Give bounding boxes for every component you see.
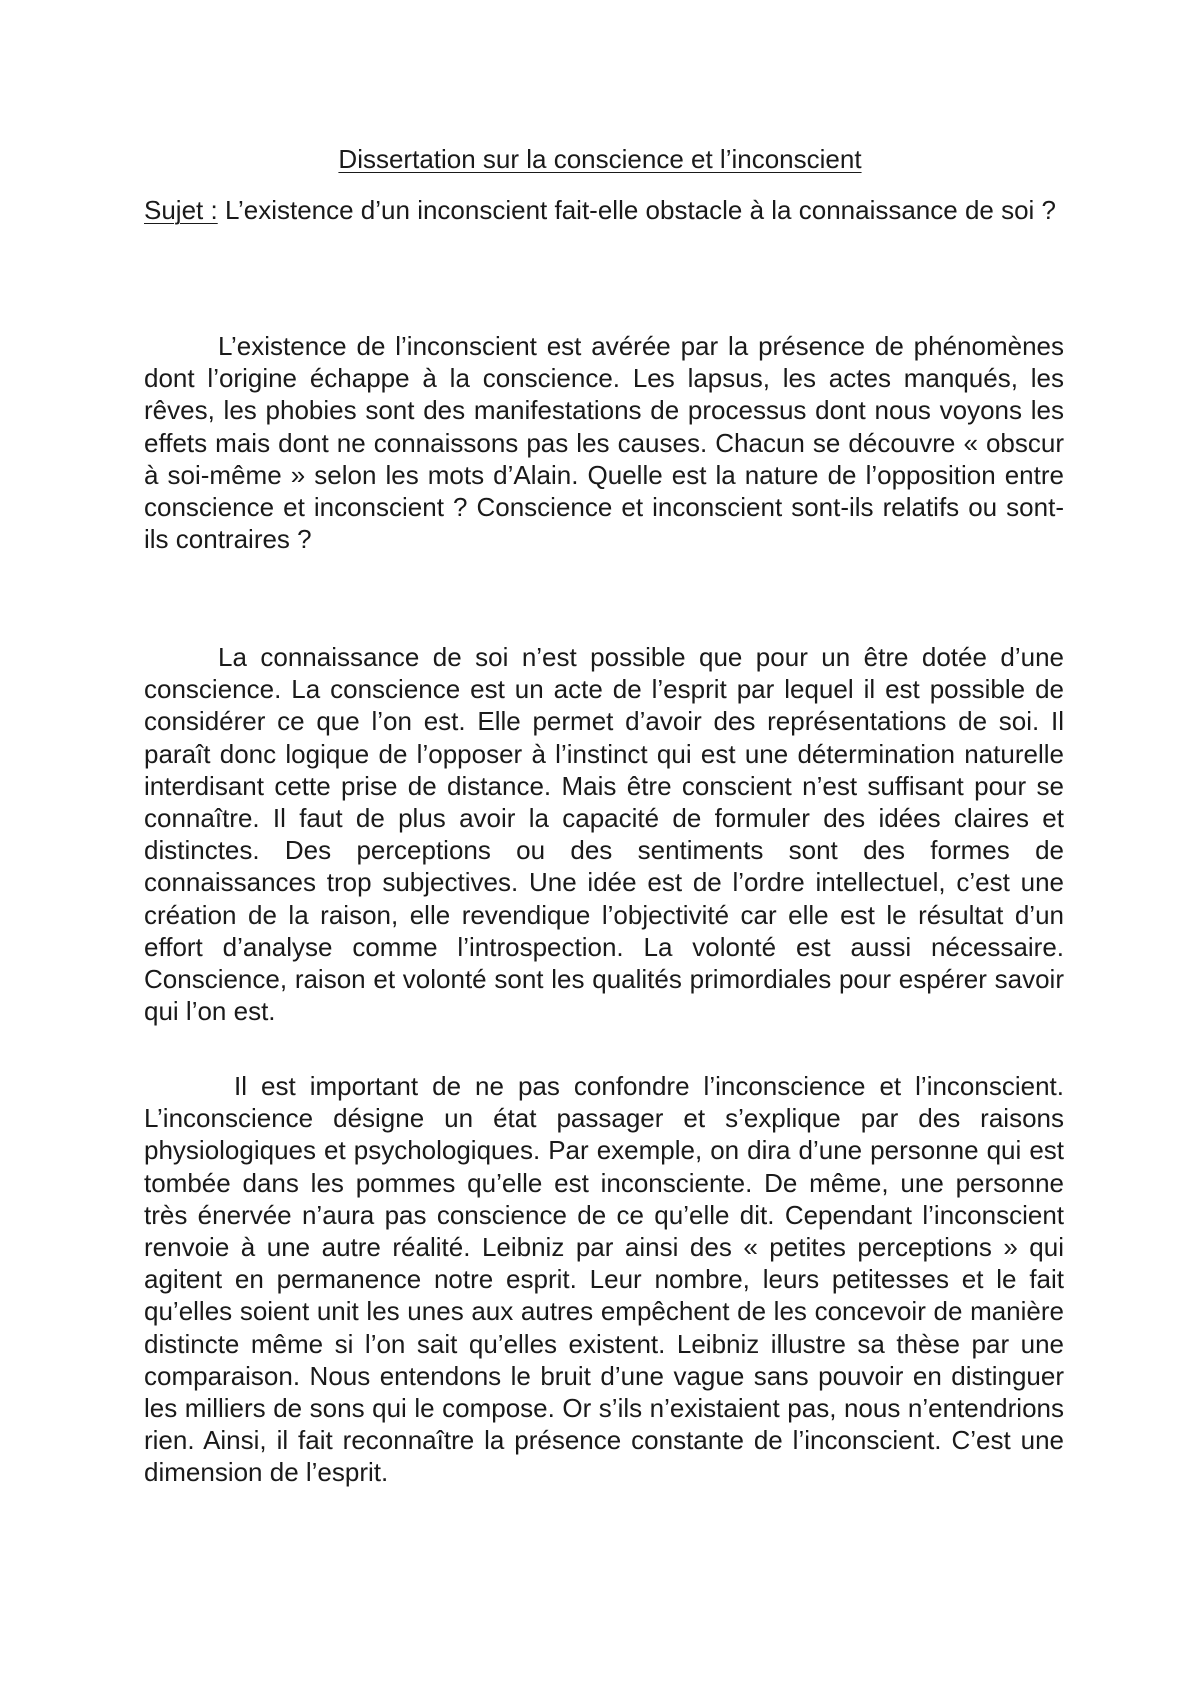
subject-label: Sujet : <box>144 195 218 225</box>
paragraph-self-knowledge: La connaissance de soi n’est possible que pour un être dotée d’une conscience. La conscience est un acte de l’esprit par lequel il est possible de considérer ce que l’on est. Elle permet d’avoir des représentations de soi. Il paraît donc logique de l’opposer à l’instinct qui est une détermination naturelle interdisant cette prise de distance. Mais être conscient n’est suffisant pour se connaître. Il faut de plus avoir la capacité de formuler des idées claires et distinctes. Des perceptions ou des sentiments sont des formes de connaissances trop subjectives. Une idée est de l’ordre intellectuel, c’est une création de la raison, elle revendique l’objectivité car elle est le résultat d’un effort d’analyse comme l’introspection. La volonté est aussi nécessaire. Conscience, raison et volonté sont les qualités primordiales pour espérer savoir qui l’on est. <box>144 642 1064 1027</box>
document-title: Dissertation sur la conscience et l’inconscient <box>338 144 862 174</box>
subject <box>144 194 1064 226</box>
paragraph-unconscious: Il est important de ne pas confondre l’inconscience et l’inconscient. L’inconscience désigne un état passager et s’explique par des raisons physiologiques et psychologiques. Par exemple, on dira d’une personne qui est tombée dans les pommes qu’elle est inconsciente. De même, une personne très énervée n’aura pas conscience de ce qu’elle dit. Cependant l’inconscient renvoie à une autre réalité. Leibniz par ainsi des « petites perceptions » qui agitent en permanence notre esprit. Leur nombre, leurs petitesses et le fait qu’elles soient unit les unes aux autres empêchent de les concevoir de manière distincte même si l’on sait qu’elles existent. Leibniz illustre sa thèse par une comparaison. Nous entendons le bruit d’une vague sans pouvoir en distinguer les milliers de sons qui le compose. Or s’ils n’existaient pas, nous n’entendrions rien. Ainsi, il fait reconnaître la présence constante de l’inconscient. C’est une dimension de l’esprit. <box>144 1071 1064 1488</box>
paragraph-introduction: L’existence de l’inconscient est avérée par la présence de phénomènes dont l’origine échappe à la conscience. Les lapsus, les actes manqués, les rêves, les phobies sont des manifestations de processus dont nous voyons les effets mais dont ne connaissons pas les causes. Chacun se découvre « obscur à soi-même » selon les mots d’Alain. Quelle est la nature de l’opposition entre conscience et inconscient ? Conscience et inconscient sont-ils relatifs ou sont-ils contraires ? <box>144 331 1064 555</box>
subject-text: L’existence d’un inconscient fait-elle obstacle à la connaissance de soi ? <box>217 195 1057 225</box>
